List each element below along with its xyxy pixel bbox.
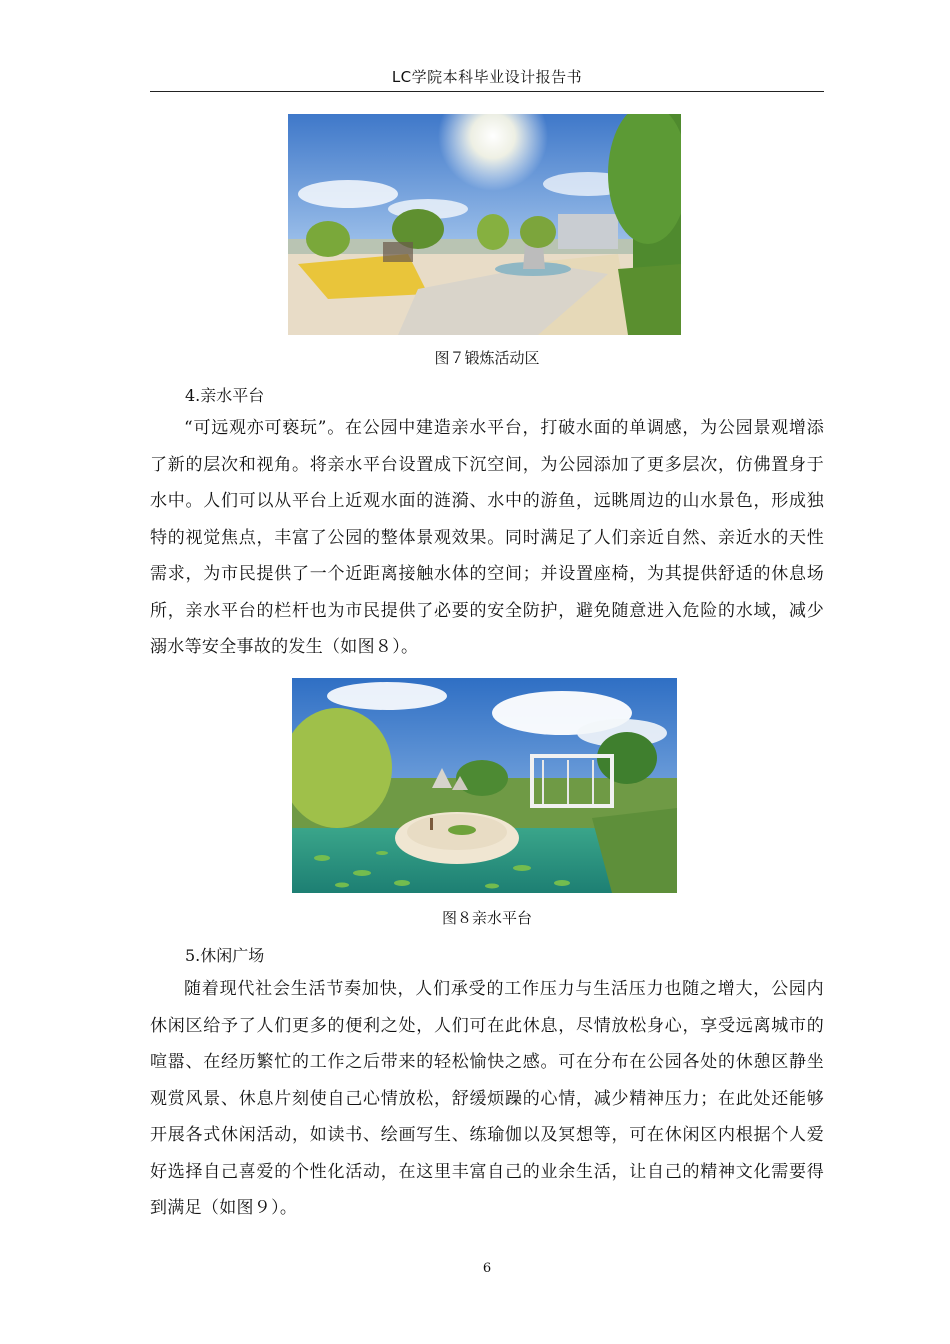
section-heading-leisure-plaza: 5.休闲广场: [185, 946, 265, 965]
section-heading-waterfront-platform: 4.亲水平台: [185, 386, 265, 405]
page-number: 6: [482, 1261, 492, 1276]
section-paragraph-leisure-plaza: 随着现代社会生活节奏加快，人们承受的工作压力与生活压力也随之增大，公园内休闲区给予了人们更多的便利之处，人们可在此休息，尽情放松身心，享受远离城市的喧嚣、在经历繁忙的工作之后带来的轻松愉快之感。可在分布在公园各处的休憩区静坐观赏风景、休息片刻使自己心情放松，舒缓烦躁的心情，减少精神压力；在此处还能够开展各式休闲活动，如读书、绘画写生、练瑜伽以及冥想等，可在休闲区内根据个人爱好选择自己喜爱的个性化活动，在这里丰富自己的业余生活，让自己的精神文化需要得到满足（如图９）。: [150, 979, 824, 1218]
figure-8-caption: 图８亲水平台: [441, 909, 532, 927]
header-rule: [150, 91, 824, 92]
figure-waterfront-platform-image: [292, 678, 677, 893]
section-paragraph-waterfront-platform: “可远观亦可亵玩”。在公园中建造亲水平台，打破水面的单调感，为公园景观增添了新的层次和视角。将亲水平台设置成下沉空间，为公园添加了更多层次，仿佛置身于水中。人们可以从平台上近观水面的涟漪、水中的游鱼，远眺周边的山水景色，形成独特的视觉焦点，丰富了公园的整体景观效果。同时满足了人们亲近自然、亲近水的天性需求，为市民提供了一个近距离接触水体的空间；并设置座椅，为其提供舒适的休息场所，亲水平台的栏杆也为市民提供了必要的安全防护，避免随意进入危险的水域，减少溺水等安全事故的发生（如图８）。: [150, 418, 824, 657]
figure-exercise-area-image: [288, 114, 681, 335]
page-header-title: LC学院本科毕业设计报告书: [391, 68, 583, 86]
figure-7-caption: 图７锻炼活动区: [434, 349, 540, 367]
